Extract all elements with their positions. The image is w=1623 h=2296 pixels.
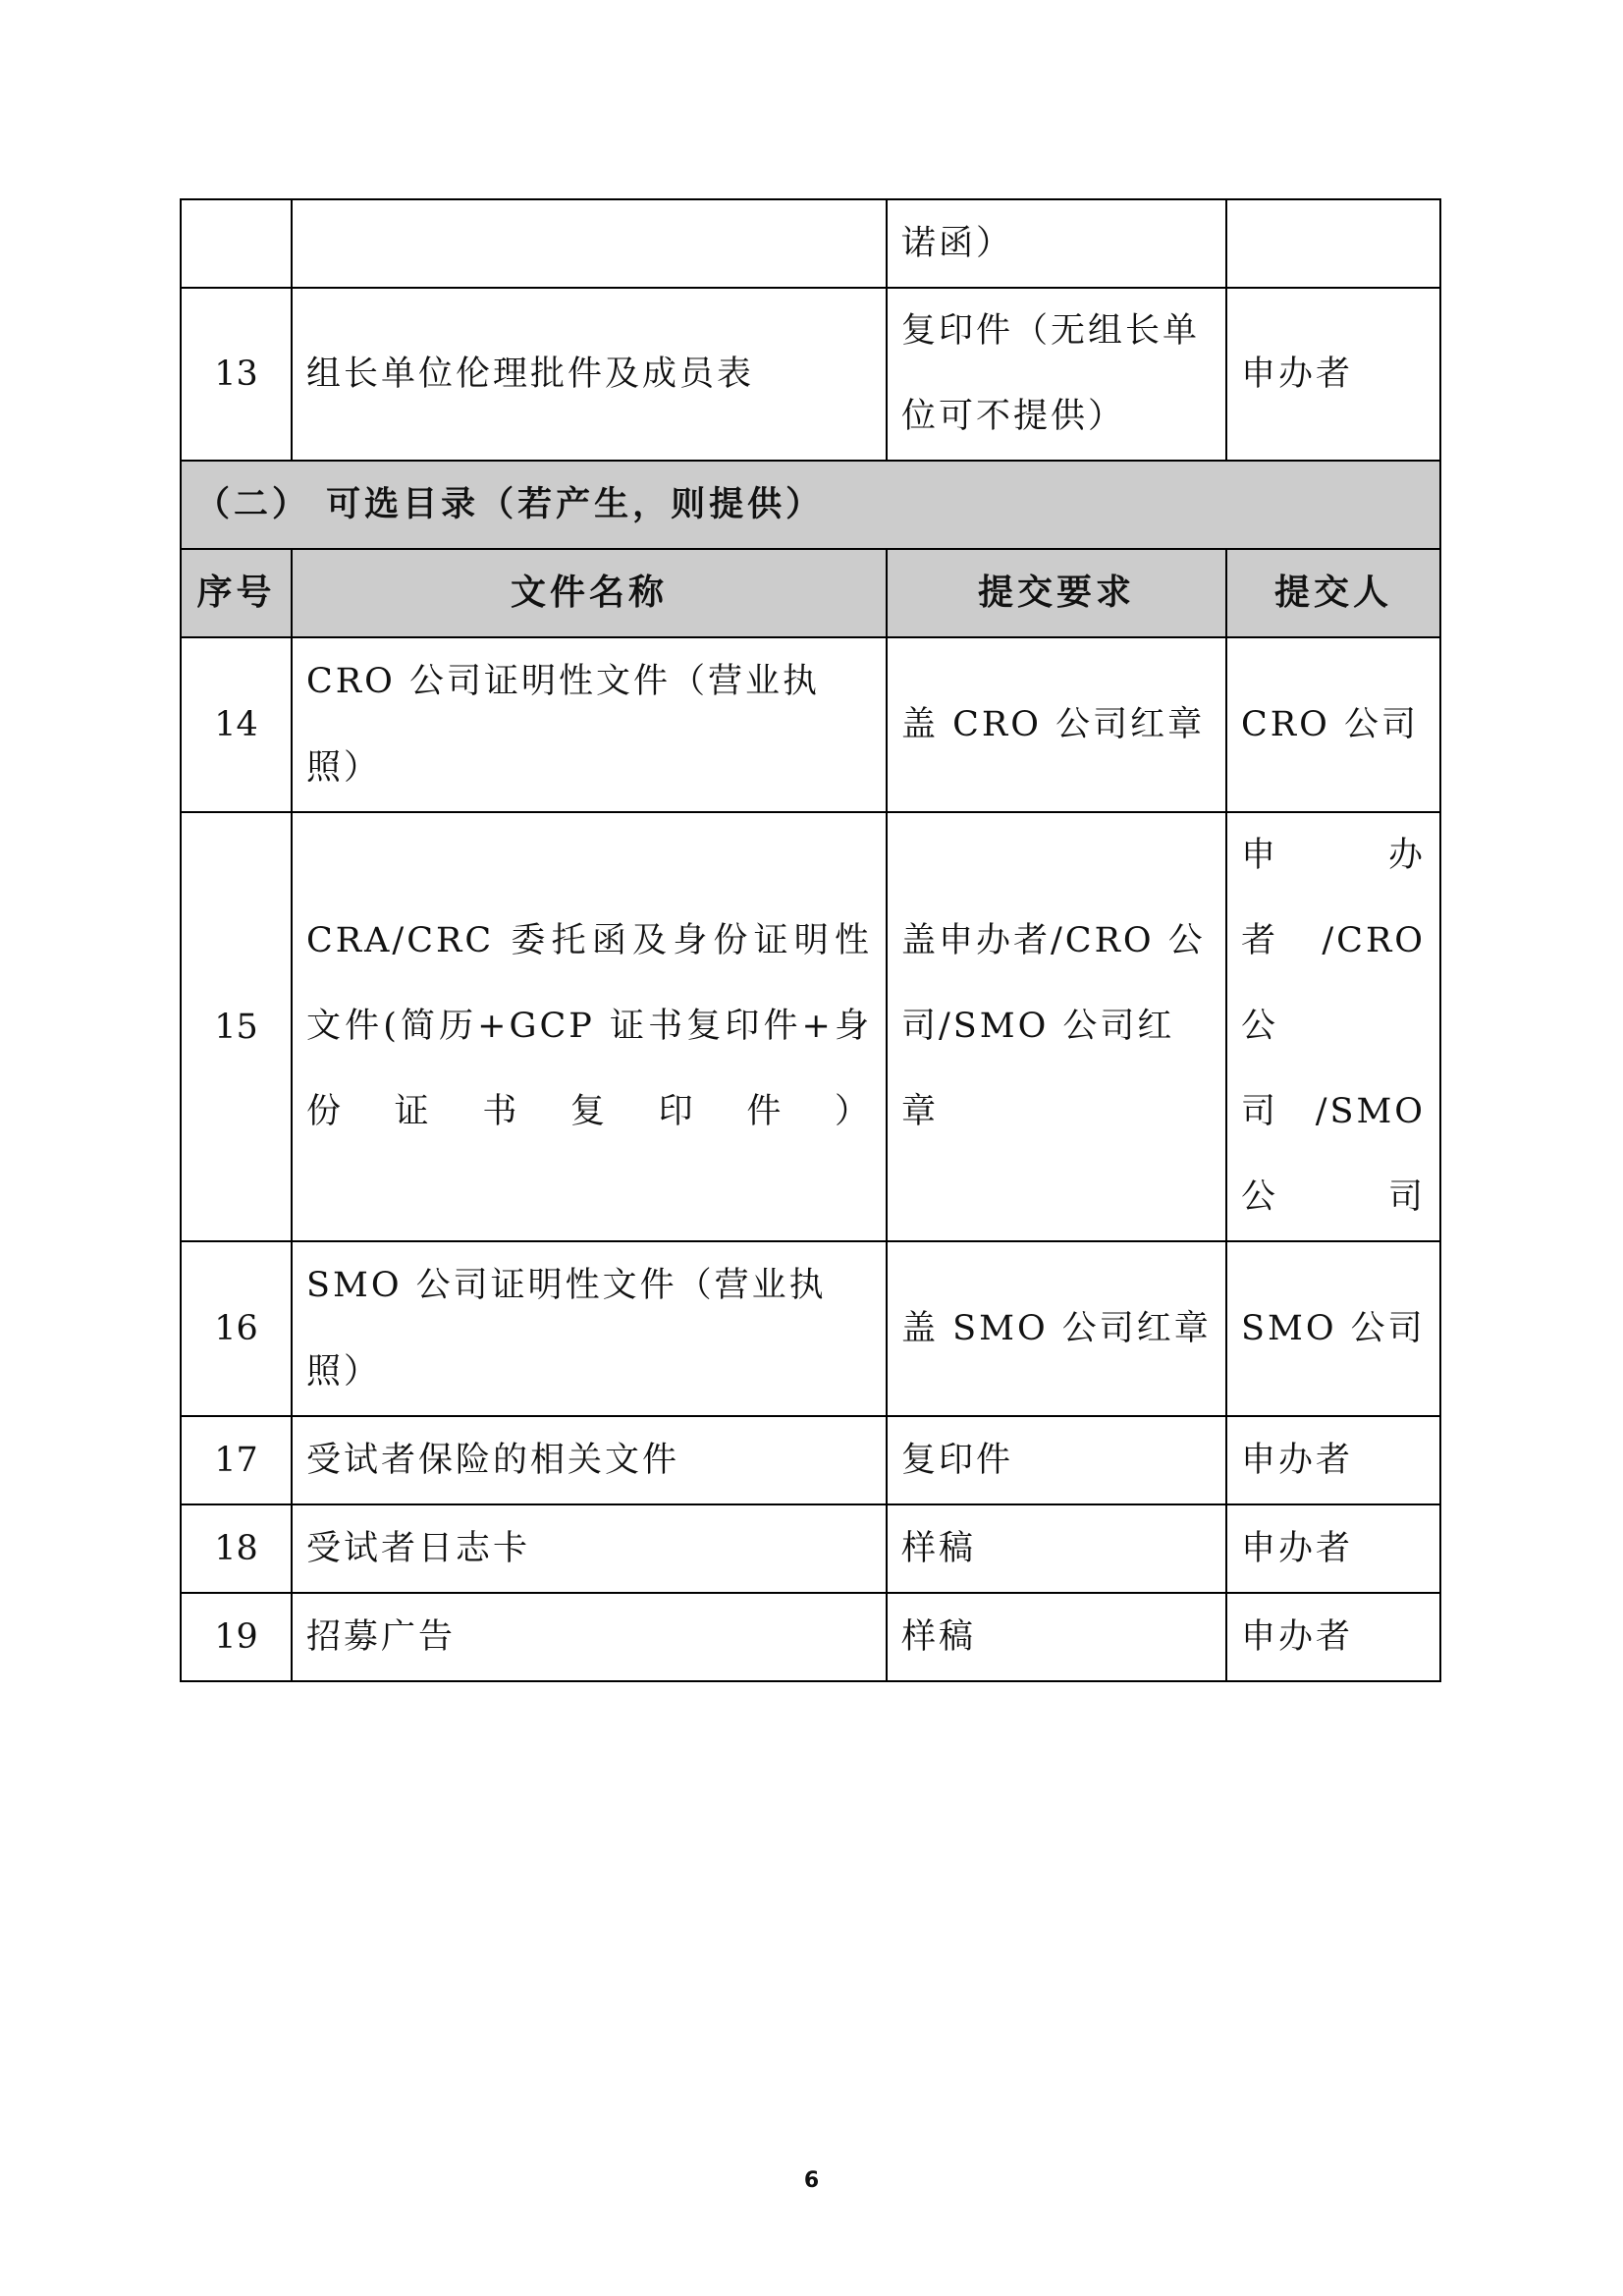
section-heading-row (181, 461, 1440, 549)
requirement: 复印件（无组长单位可不提供） (887, 288, 1226, 461)
table-header-row (181, 549, 1440, 637)
requirement: 盖 SMO 公司红章 (887, 1241, 1226, 1416)
submitter: 申办者 (1226, 1593, 1440, 1681)
file-name: CRO 公司证明性文件（营业执照） (292, 637, 887, 812)
requirement: 诺函） (887, 199, 1226, 288)
submitter: 申办者 (1226, 1416, 1440, 1504)
column-header-submitter: 提交人 (1226, 549, 1440, 637)
requirement: 盖申办者/CRO 公司/SMO 公司红章 (887, 812, 1226, 1241)
table-row (181, 812, 1440, 1241)
table-row (181, 1593, 1440, 1681)
submitter: CRO 公司 (1226, 637, 1440, 812)
row-number: 13 (181, 288, 292, 461)
row-number: 18 (181, 1504, 292, 1593)
file-name: SMO 公司证明性文件（营业执照） (292, 1241, 887, 1416)
requirement: 样稿 (887, 1504, 1226, 1593)
table-row (181, 288, 1440, 461)
table-row (181, 1416, 1440, 1504)
row-number: 14 (181, 637, 292, 812)
table-row (181, 1241, 1440, 1416)
submitter (1226, 199, 1440, 288)
submitter: 申办者/CRO 公司/SMO 公司 (1226, 812, 1440, 1241)
column-header-requirement: 提交要求 (887, 549, 1226, 637)
submitter: SMO 公司 (1226, 1241, 1440, 1416)
file-name (292, 199, 887, 288)
requirement: 盖 CRO 公司红章 (887, 637, 1226, 812)
file-name: CRA/CRC 委托函及身份证明性文件(简历+GCP 证书复印件+身份证书复印件） (292, 812, 887, 1241)
table-row (181, 637, 1440, 812)
column-header-no: 序号 (181, 549, 292, 637)
requirement: 样稿 (887, 1593, 1226, 1681)
page-number: 6 (803, 2168, 820, 2193)
table-row (181, 199, 1440, 288)
file-name: 招募广告 (292, 1593, 887, 1681)
file-name: 组长单位伦理批件及成员表 (292, 288, 887, 461)
section-title: （二） 可选目录（若产生，则提供） (181, 461, 1440, 549)
row-number: 19 (181, 1593, 292, 1681)
document-table (180, 198, 1441, 1682)
row-number: 16 (181, 1241, 292, 1416)
table-row (181, 1504, 1440, 1593)
row-number (181, 199, 292, 288)
row-number: 17 (181, 1416, 292, 1504)
submitter: 申办者 (1226, 1504, 1440, 1593)
row-number: 15 (181, 812, 292, 1241)
submitter: 申办者 (1226, 288, 1440, 461)
column-header-name: 文件名称 (292, 549, 887, 637)
file-name: 受试者日志卡 (292, 1504, 887, 1593)
requirement: 复印件 (887, 1416, 1226, 1504)
file-name: 受试者保险的相关文件 (292, 1416, 887, 1504)
